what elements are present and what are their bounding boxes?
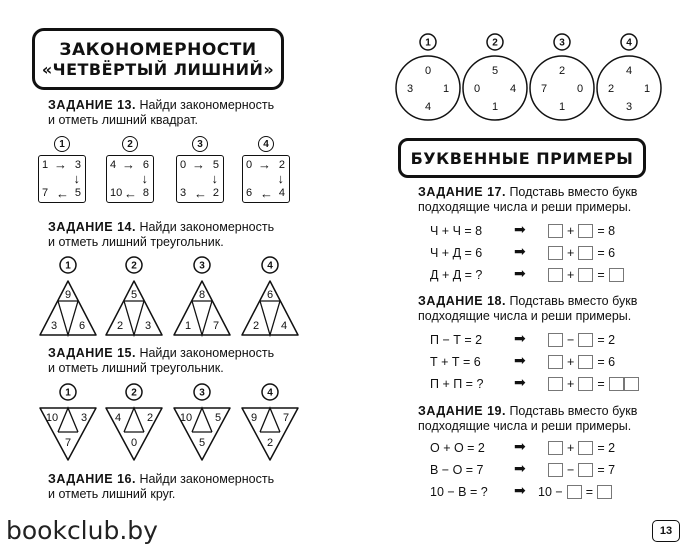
- task-19-text2: подходящие числа и реши примеры.: [418, 419, 632, 433]
- item-number-4: 4: [267, 260, 273, 272]
- arrow-right-icon: →: [192, 157, 205, 172]
- square-value-tr: 2: [278, 159, 285, 171]
- triangle-value-right: 6: [78, 320, 86, 332]
- arrow-right-icon: ➡: [514, 374, 526, 390]
- answer-box[interactable]: [578, 268, 593, 282]
- square-value-br: 5: [74, 187, 81, 199]
- operator: 10 −: [538, 485, 563, 499]
- arrow-right-icon: ➡: [514, 438, 526, 454]
- arrow-right-icon: ➡: [514, 243, 526, 259]
- task-14-triangles: [0, 255, 330, 345]
- operator: +: [567, 377, 575, 391]
- answer-box[interactable]: [578, 224, 593, 238]
- square-value-br: 8: [142, 187, 149, 199]
- task-17-text1: Подставь вместо букв: [509, 185, 638, 199]
- task-16-text2: и отметь лишний круг.: [48, 487, 176, 501]
- square-value-bl: 3: [180, 187, 187, 199]
- left-title-box: [32, 28, 284, 90]
- task-14-label: ЗАДАНИЕ 14.: [48, 220, 136, 234]
- square-value-tr: 6: [142, 159, 149, 171]
- task-17: [418, 185, 698, 215]
- answer-box[interactable]: [609, 377, 624, 391]
- square-value-tl: 1: [42, 159, 49, 171]
- task-18: [418, 294, 698, 324]
- circle-value-bottom: 1: [558, 101, 566, 113]
- task-19-text1: Подставь вместо букв: [509, 404, 638, 418]
- answer-box[interactable]: [548, 246, 563, 260]
- answer-box[interactable]: [548, 463, 563, 477]
- number-square-3: [176, 155, 224, 203]
- arrow-left-icon: ←: [124, 186, 137, 201]
- equation: Ч + Д = 6: [430, 246, 483, 260]
- arrow-down-icon: ↓: [73, 171, 80, 186]
- left-title-line1: ЗАКОНОМЕРНОСТИ: [59, 39, 257, 60]
- item-number-3: 3: [199, 260, 205, 272]
- circle-value-top: 2: [558, 65, 566, 77]
- task-17-text2: подходящие числа и реши примеры.: [418, 200, 632, 214]
- triangle-divider: [58, 301, 78, 335]
- triangle-value-right: 3: [80, 412, 88, 424]
- operator: +: [567, 246, 575, 260]
- answer-box[interactable]: [548, 355, 563, 369]
- circle-value-top: 4: [625, 65, 633, 77]
- triangle-divider: [260, 408, 280, 432]
- equation: Ч + Ч = 8: [430, 224, 483, 238]
- answer-box[interactable]: [548, 441, 563, 455]
- equation: В − О = 7: [430, 463, 484, 477]
- operator: +: [567, 224, 575, 238]
- equation: П + П = ?: [430, 377, 484, 391]
- answer-row: [548, 375, 639, 393]
- arrow-right-icon: ➡: [514, 460, 526, 476]
- triangle-value-right: 5: [214, 412, 222, 424]
- task-16-label: ЗАДАНИЕ 16.: [48, 472, 136, 486]
- square-value-tr: 5: [212, 159, 219, 171]
- task-19-label: ЗАДАНИЕ 19.: [418, 404, 506, 418]
- circle-value-bottom: 4: [424, 101, 432, 113]
- item-number-3: 3: [192, 136, 208, 152]
- equation: 10 − В = ?: [430, 485, 488, 499]
- number-square-2: [106, 155, 154, 203]
- result: =: [597, 377, 605, 391]
- triangle-divider: [260, 301, 280, 335]
- answer-row: [548, 353, 615, 371]
- right-title: БУКВЕННЫЕ ПРИМЕРЫ: [410, 148, 634, 168]
- equation: Т + Т = 6: [430, 355, 481, 369]
- arrow-down-icon: ↓: [141, 171, 148, 186]
- operator: −: [567, 333, 575, 347]
- circle-value-right: 4: [509, 83, 517, 95]
- triangle-value-top: 6: [266, 289, 274, 301]
- task-18-label: ЗАДАНИЕ 18.: [418, 294, 506, 308]
- left-title-line2: «ЧЕТВЁРТЫЙ ЛИШНИЙ»: [41, 59, 275, 79]
- item-number-3: 3: [559, 37, 565, 49]
- answer-row: [548, 222, 615, 240]
- item-number-4: 4: [626, 37, 632, 49]
- task-15-triangles: [0, 382, 330, 462]
- item-number-2: 2: [492, 37, 498, 49]
- triangle-value-left: 1: [184, 320, 192, 332]
- square-value-bl: 7: [42, 187, 49, 199]
- number-square-4: [242, 155, 290, 203]
- triangle-value-top: 9: [64, 289, 72, 301]
- circle-value-top: 0: [424, 65, 432, 77]
- answer-box[interactable]: [548, 377, 563, 391]
- answer-row: [548, 331, 615, 349]
- item-number-3: 3: [199, 387, 205, 399]
- arrow-down-icon: ↓: [211, 171, 218, 186]
- triangle-value-left: 3: [50, 320, 58, 332]
- result: = 7: [597, 463, 616, 477]
- page-number: 13: [652, 520, 680, 542]
- triangle-value-left: 10: [45, 412, 59, 424]
- watermark: bookclub.by: [6, 516, 158, 545]
- result: =: [585, 485, 593, 499]
- operator: −: [567, 463, 575, 477]
- triangle-divider: [192, 301, 212, 335]
- circle-value-left: 3: [406, 83, 414, 95]
- circle-value-left: 0: [473, 83, 481, 95]
- item-number-4: 4: [267, 387, 273, 399]
- answer-box[interactable]: [578, 333, 593, 347]
- circle-value-top: 5: [491, 65, 499, 77]
- equation: Д + Д = ?: [430, 268, 483, 282]
- triangle-divider: [58, 408, 78, 432]
- answer-box[interactable]: [597, 485, 612, 499]
- operator: +: [567, 268, 575, 282]
- triangle-value-bottom: 5: [198, 437, 206, 449]
- answer-box[interactable]: [567, 485, 582, 499]
- square-value-tr: 3: [74, 159, 81, 171]
- answer-row: [548, 461, 615, 479]
- triangle-value-top: 5: [130, 289, 138, 301]
- task-13-text1: Найди закономерность: [139, 98, 275, 112]
- answer-box[interactable]: [609, 268, 624, 282]
- task-15-label: ЗАДАНИЕ 15.: [48, 346, 136, 360]
- triangle-value-bottom: 7: [64, 437, 72, 449]
- arrow-right-icon: ➡: [514, 330, 526, 346]
- triangle-value-top: 8: [198, 289, 206, 301]
- task-14: [48, 220, 328, 250]
- answer-box[interactable]: [548, 268, 563, 282]
- circle-value-right: 0: [576, 83, 584, 95]
- item-number-2: 2: [131, 387, 137, 399]
- arrow-left-icon: ←: [56, 186, 69, 201]
- triangle-value-left: 4: [114, 412, 122, 424]
- triangle-value-bottom: 0: [130, 437, 138, 449]
- item-number-1: 1: [425, 37, 431, 49]
- triangle-value-right: 7: [212, 320, 220, 332]
- task-14-text1: Найди закономерность: [139, 220, 275, 234]
- square-value-br: 2: [212, 187, 219, 199]
- equation: П − Т = 2: [430, 333, 483, 347]
- triangle-value-right: 4: [280, 320, 288, 332]
- square-value-tl: 0: [246, 159, 253, 171]
- task-14-text2: и отметь лишний треугольник.: [48, 235, 224, 249]
- triangle-value-bottom: 2: [266, 437, 274, 449]
- answer-row: [548, 439, 615, 457]
- circle-value-right: 1: [442, 83, 450, 95]
- task-13-text2: и отметь лишний квадрат.: [48, 113, 198, 127]
- number-square-1: [38, 155, 86, 203]
- triangle-value-left: 2: [116, 320, 124, 332]
- triangle-value-right: 3: [144, 320, 152, 332]
- square-value-tl: 4: [110, 159, 117, 171]
- triangle-value-left: 10: [179, 412, 193, 424]
- task-15-text2: и отметь лишний треугольник.: [48, 361, 224, 375]
- result: = 8: [597, 224, 616, 238]
- square-value-tl: 0: [180, 159, 187, 171]
- equation: О + О = 2: [430, 441, 485, 455]
- item-number-1: 1: [54, 136, 70, 152]
- item-number-2: 2: [122, 136, 138, 152]
- answer-box[interactable]: [578, 355, 593, 369]
- arrow-left-icon: ←: [260, 186, 273, 201]
- triangle-value-right: 7: [282, 412, 290, 424]
- triangle-divider: [124, 301, 144, 335]
- arrow-right-icon: ➡: [514, 265, 526, 281]
- operator: +: [567, 441, 575, 455]
- item-number-1: 1: [65, 260, 71, 272]
- arrow-left-icon: ←: [194, 186, 207, 201]
- right-title-box: [398, 138, 646, 178]
- square-value-bl: 6: [246, 187, 253, 199]
- task-16-text1: Найди закономерность: [139, 472, 275, 486]
- task-13: [48, 98, 328, 128]
- answer-box[interactable]: [578, 441, 593, 455]
- result: =: [597, 268, 605, 282]
- circle-value-bottom: 3: [625, 101, 633, 113]
- answer-box[interactable]: [578, 463, 593, 477]
- task-16: [48, 472, 328, 502]
- square-value-br: 4: [278, 187, 285, 199]
- result: = 2: [597, 333, 616, 347]
- task-16-circles: [390, 30, 690, 125]
- answer-box[interactable]: [548, 224, 563, 238]
- answer-box[interactable]: [578, 246, 593, 260]
- task-18-text2: подходящие числа и реши примеры.: [418, 309, 632, 323]
- result: = 2: [597, 441, 616, 455]
- arrow-right-icon: →: [54, 157, 67, 172]
- task-19: [418, 404, 698, 434]
- triangle-divider: [124, 408, 144, 432]
- triangle-value-left: 2: [252, 320, 260, 332]
- result: = 6: [597, 355, 616, 369]
- item-number-1: 1: [65, 387, 71, 399]
- answer-box[interactable]: [548, 333, 563, 347]
- arrow-right-icon: ➡: [514, 221, 526, 237]
- triangle-value-right: 2: [146, 412, 154, 424]
- arrow-right-icon: ➡: [514, 482, 526, 498]
- circle-value-left: 2: [607, 83, 615, 95]
- circle-value-bottom: 1: [491, 101, 499, 113]
- task-18-text1: Подставь вместо букв: [509, 294, 638, 308]
- answer-row: [548, 266, 624, 284]
- result: = 6: [597, 246, 616, 260]
- answer-row: [548, 244, 615, 262]
- circle-value-right: 1: [643, 83, 651, 95]
- circle-value-left: 7: [540, 83, 548, 95]
- square-value-bl: 10: [110, 187, 123, 199]
- operator: +: [567, 355, 575, 369]
- arrow-right-icon: ➡: [514, 352, 526, 368]
- arrow-down-icon: ↓: [277, 171, 284, 186]
- task-13-label: ЗАДАНИЕ 13.: [48, 98, 136, 112]
- task-17-label: ЗАДАНИЕ 17.: [418, 185, 506, 199]
- task-15: [48, 346, 328, 376]
- arrow-right-icon: →: [258, 157, 271, 172]
- task-15-text1: Найди закономерность: [139, 346, 275, 360]
- answer-box[interactable]: [624, 377, 639, 391]
- triangle-value-left: 9: [250, 412, 258, 424]
- triangle-divider: [192, 408, 212, 432]
- answer-box[interactable]: [578, 377, 593, 391]
- item-number-4: 4: [258, 136, 274, 152]
- arrow-right-icon: →: [122, 157, 135, 172]
- answer-row: [538, 483, 612, 501]
- item-number-2: 2: [131, 260, 137, 272]
